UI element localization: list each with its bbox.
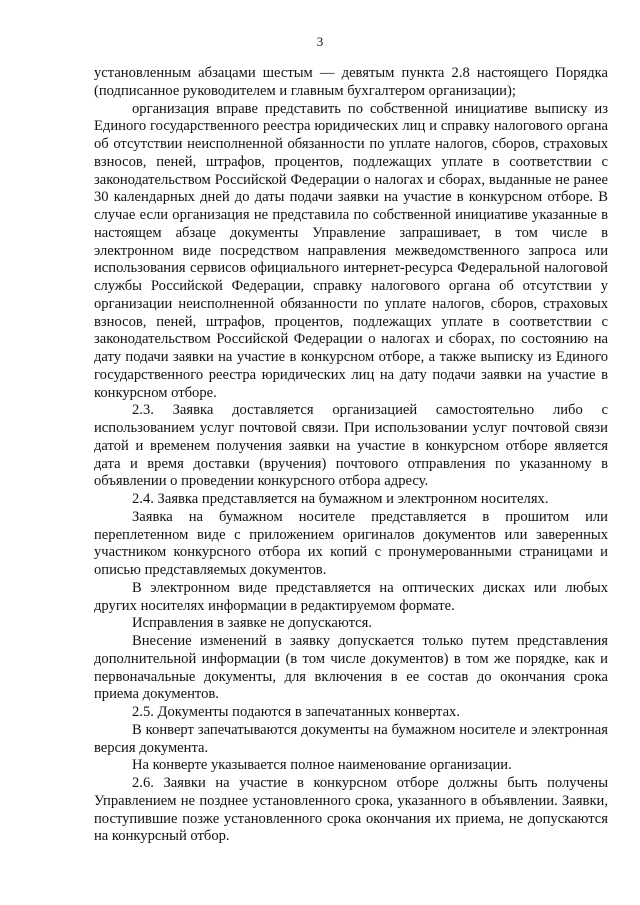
paragraph: На конверте указывается полное наименование организации. xyxy=(132,757,512,774)
paragraph: 2.5. Документы подаются в запечатанных конвертах. xyxy=(132,704,461,720)
paragraph: организация вправе представить по собственной инициативе выписку из Единого государственного реестра юридических лиц и справку налогового органа об отсутствии неисполненной обязанности по уплате налогов, сборов, страховых взносов, пеней, штрафов, процентов, подлежащих уплате в соответствии с законодательством Российской Федерации о налогах и сборах, выданные не ранее 30 календарных дней до даты подачи заявки на участие в конкурсном отборе. В случае если организация не представила по собственной инициативе указанные в настоящем абзаце документы Управление запрашивает, в том числе в электронном виде посредством направления межведомственного запроса или использования сервисов официального интернет-ресурса Федеральной налоговой службы Российской Федерации, справку налогового органа об отсутствии у организации неисполненной обязанности по уплате налогов, сборов, страховых взносов, пеней, штрафов, процентов, подлежащих уплате в соответствии с законодательством Российской Федерации о налогах и сборах, по состоянию на дату подачи заявки на участие в конкурсном отборе, а также выписку из Единого государственного реестра юридических лиц на дату подачи заявки на участие в конкурсном отборе. xyxy=(94,100,608,401)
paragraph: Заявка на бумажном носителе представляется в прошитом или переплетенном виде с приложением оригиналов документов или заверенных участником конкурсного отбора их копий с пронумерованными страницами и описью представляемых документов. xyxy=(94,508,608,578)
paragraph: В конверт запечатываются документы на бумажном носителе и электронная версия документа. xyxy=(94,721,608,756)
paragraph: В электронном виде представляется на оптических дисках или любых других носителях информации в редактируемом формате. xyxy=(94,579,608,614)
paragraph: Исправления в заявке не допускаются. xyxy=(132,615,372,632)
paragraph: 2.3. Заявка доставляется организацией самостоятельно либо с использованием услуг почтовой связи. При использовании услуг почтовой связи датой и временем получения заявки на участие в конкурсном отборе является дата и время доставки (вручения) почтового отправления по указанному в объявлении о проведении конкурсного отбора адресу. xyxy=(94,402,608,490)
paragraph: Внесение изменений в заявку допускается только путем представления дополнительной информации (в том числе документов) в том же порядке, как и первоначальные документы, для включения в ее состав до окончания срока приема документов. xyxy=(94,633,608,703)
paragraph: 2.6. Заявки на участие в конкурсном отборе должны быть получены Управлением не позднее установленного срока, указанного в объявлении. Заявки, поступившие позже установленного срока окончания их приема, не допускаются на конкурсный отбор. xyxy=(94,775,608,845)
paragraph: установленным абзацами шестым — девятым пункта 2.8 настоящего Порядка (подписанное руководителем и главным бухгалтером организации); xyxy=(94,65,608,99)
document-body xyxy=(94,65,608,846)
page-number: 3 xyxy=(316,34,324,49)
paragraph: 2.4. Заявка представляется на бумажном и электронном носителях. xyxy=(132,491,549,507)
